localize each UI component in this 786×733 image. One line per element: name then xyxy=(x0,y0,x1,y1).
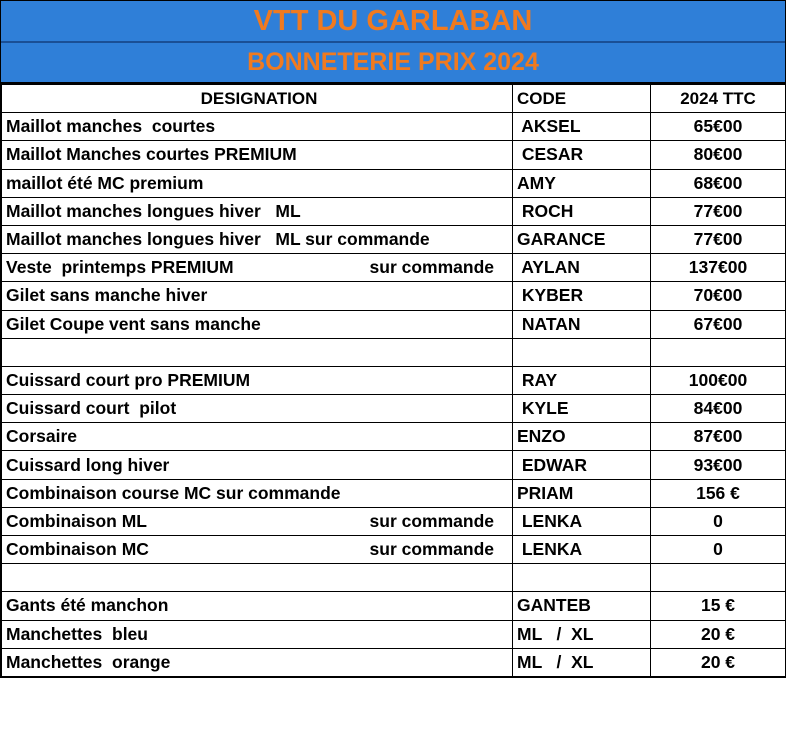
code-cell: EDWAR xyxy=(513,451,651,479)
table-row xyxy=(2,423,786,451)
price-cell: 84€00 xyxy=(651,395,786,423)
price-cell: 80€00 xyxy=(651,141,786,169)
price-cell: 15 € xyxy=(651,592,786,620)
code-cell xyxy=(513,338,651,366)
price-cell: 0 xyxy=(651,536,786,564)
designation-text: maillot été MC premium xyxy=(6,172,204,193)
table-row xyxy=(2,141,786,169)
designation-cell xyxy=(2,592,513,620)
price-cell: 77€00 xyxy=(651,225,786,253)
code-cell xyxy=(513,564,651,592)
code-cell: KYBER xyxy=(513,282,651,310)
code-cell: LENKA xyxy=(513,507,651,535)
designation-cell xyxy=(2,564,513,592)
designation-cell xyxy=(2,423,513,451)
designation-text: Gants été manchon xyxy=(6,595,169,616)
code-cell: GARANCE xyxy=(513,225,651,253)
designation-text: Maillot manches longues hiver ML sur commande xyxy=(6,229,430,250)
subtitle-banner: BONNETERIE PRIX 2024 xyxy=(1,43,785,84)
code-cell: LENKA xyxy=(513,536,651,564)
designation-text: Manchettes bleu xyxy=(6,623,148,644)
table-row xyxy=(2,620,786,648)
code-cell: ML / XL xyxy=(513,620,651,648)
designation-text: Combinaison course MC sur commande xyxy=(6,482,341,503)
designation-cell xyxy=(2,254,513,282)
designation-text: Maillot Manches courtes PREMIUM xyxy=(6,144,297,165)
designation-cell xyxy=(2,169,513,197)
code-cell: GANTEB xyxy=(513,592,651,620)
price-cell: 77€00 xyxy=(651,197,786,225)
price-cell: 67€00 xyxy=(651,310,786,338)
designation-cell xyxy=(2,620,513,648)
code-cell: NATAN xyxy=(513,310,651,338)
price-cell: 93€00 xyxy=(651,451,786,479)
table-row xyxy=(2,395,786,423)
table-row xyxy=(2,507,786,535)
designation-cell xyxy=(2,338,513,366)
table-row xyxy=(2,338,786,366)
table-row xyxy=(2,310,786,338)
code-cell: CESAR xyxy=(513,141,651,169)
designation-text: Corsaire xyxy=(6,426,78,447)
price-cell: 20 € xyxy=(651,620,786,648)
price-cell xyxy=(651,338,786,366)
price-cell: 65€00 xyxy=(651,113,786,141)
table-row xyxy=(2,564,786,592)
designation-cell xyxy=(2,451,513,479)
designation-cell xyxy=(2,310,513,338)
designation-text: Cuissard court pro PREMIUM xyxy=(6,369,251,390)
designation-cell xyxy=(2,536,513,564)
table-row xyxy=(2,451,786,479)
title-banner: VTT DU GARLABAN xyxy=(1,1,785,43)
code-cell: AMY xyxy=(513,169,651,197)
table-row xyxy=(2,225,786,253)
table-row xyxy=(2,197,786,225)
designation-cell xyxy=(2,197,513,225)
table-row xyxy=(2,592,786,620)
designation-text: Gilet sans manche hiver xyxy=(6,285,208,306)
code-cell: ENZO xyxy=(513,423,651,451)
price-cell xyxy=(651,564,786,592)
order-note: sur commande xyxy=(369,510,494,531)
table-row xyxy=(2,536,786,564)
designation-cell xyxy=(2,282,513,310)
table-row xyxy=(2,366,786,394)
code-cell: ROCH xyxy=(513,197,651,225)
designation-cell xyxy=(2,366,513,394)
table-row xyxy=(2,169,786,197)
designation-text: Combinaison ML xyxy=(6,510,147,531)
designation-text: Manchettes orange xyxy=(6,651,171,672)
code-cell: ML / XL xyxy=(513,648,651,676)
table-row xyxy=(2,113,786,141)
price-cell: 0 xyxy=(651,507,786,535)
header-code: CODE xyxy=(513,85,651,113)
price-cell: 137€00 xyxy=(651,254,786,282)
designation-cell xyxy=(2,648,513,676)
price-cell: 100€00 xyxy=(651,366,786,394)
code-cell: AKSEL xyxy=(513,113,651,141)
price-cell: 156 € xyxy=(651,479,786,507)
code-cell: PRIAM xyxy=(513,479,651,507)
table-row xyxy=(2,282,786,310)
designation-cell xyxy=(2,225,513,253)
designation-cell xyxy=(2,507,513,535)
designation-text: Maillot manches courtes xyxy=(6,116,216,137)
table-row xyxy=(2,479,786,507)
designation-text: Cuissard long hiver xyxy=(6,454,170,475)
code-cell: RAY xyxy=(513,366,651,394)
price-cell: 87€00 xyxy=(651,423,786,451)
order-note: sur commande xyxy=(369,539,494,560)
designation-cell xyxy=(2,113,513,141)
designation-text: Veste printemps PREMIUM xyxy=(6,257,234,278)
table-row xyxy=(2,254,786,282)
designation-text: Cuissard court pilot xyxy=(6,398,177,419)
designation-cell xyxy=(2,395,513,423)
header-price: 2024 TTC xyxy=(651,85,786,113)
designation-text: Combinaison MC xyxy=(6,539,149,560)
price-cell: 20 € xyxy=(651,648,786,676)
price-cell: 68€00 xyxy=(651,169,786,197)
header-designation: DESIGNATION xyxy=(2,85,513,113)
header-row xyxy=(2,85,786,113)
order-note: sur commande xyxy=(369,257,494,278)
table-row xyxy=(2,648,786,676)
code-cell: KYLE xyxy=(513,395,651,423)
designation-text: Maillot manches longues hiver ML xyxy=(6,200,301,221)
price-table xyxy=(1,84,786,677)
designation-text: Gilet Coupe vent sans manche xyxy=(6,313,261,334)
code-cell: AYLAN xyxy=(513,254,651,282)
designation-cell xyxy=(2,141,513,169)
price-cell: 70€00 xyxy=(651,282,786,310)
designation-cell xyxy=(2,479,513,507)
